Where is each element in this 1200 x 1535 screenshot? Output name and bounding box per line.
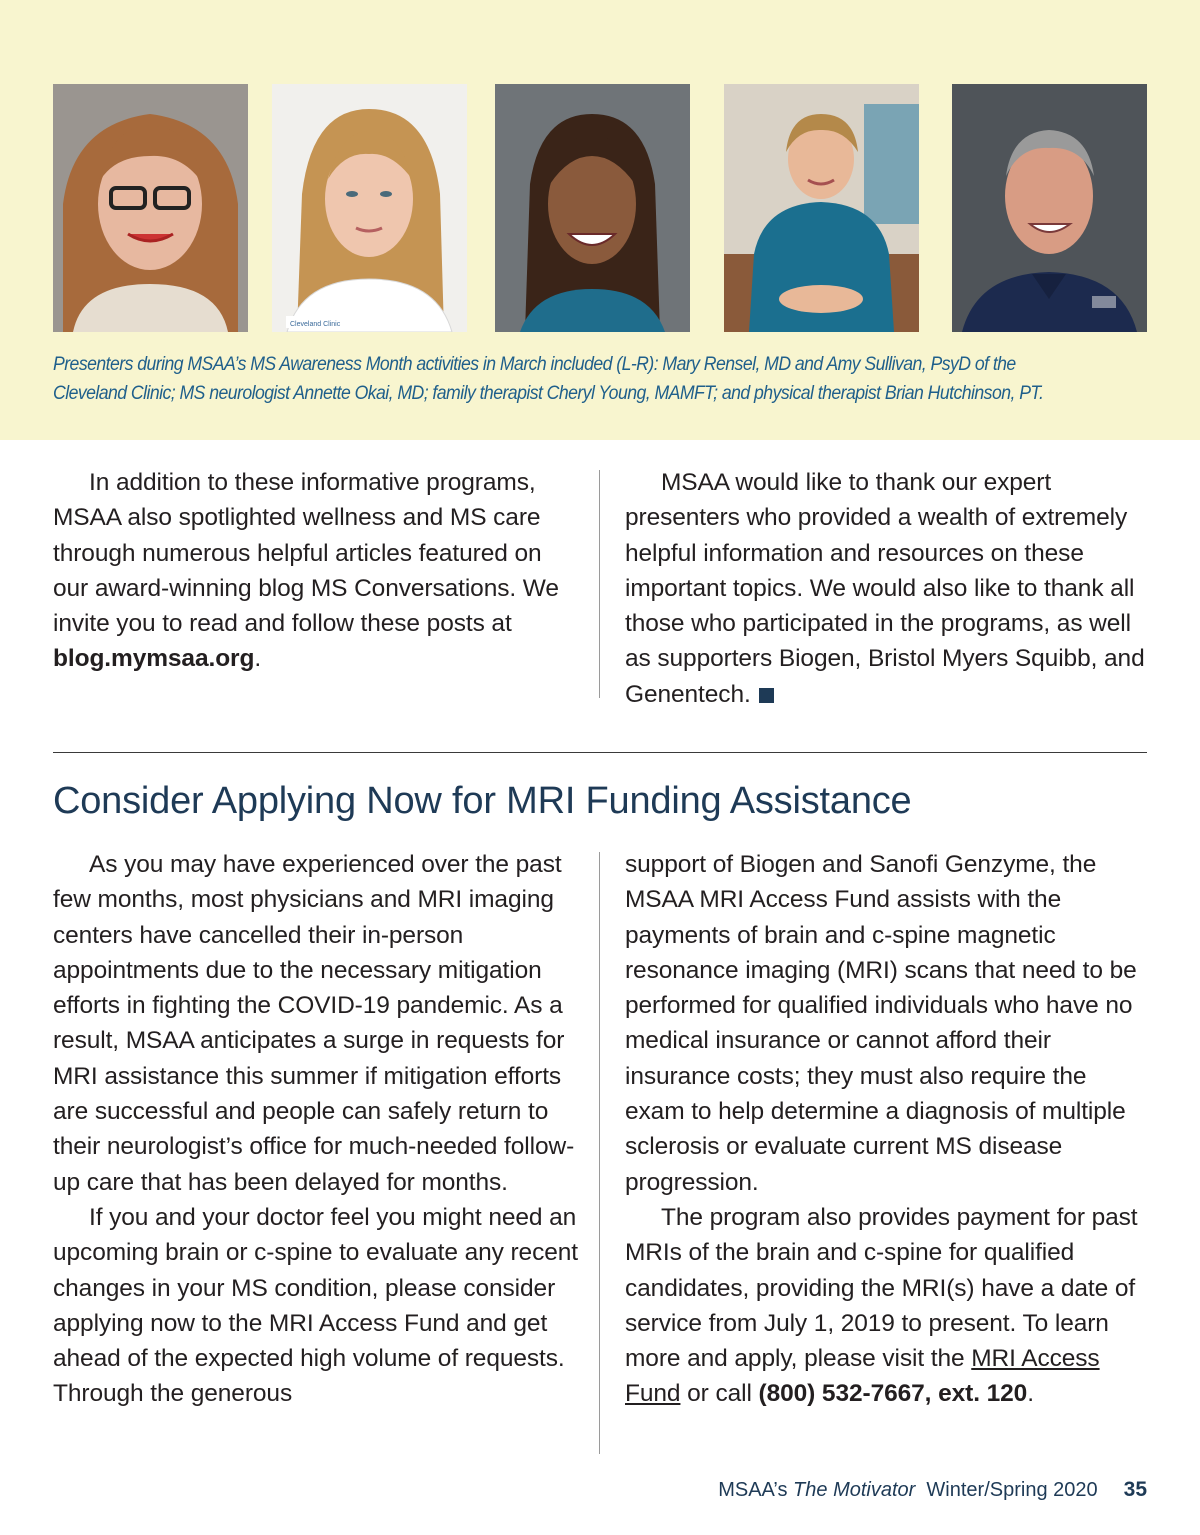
mri-p4-mid: or call bbox=[680, 1380, 759, 1408]
blog-paragraph bbox=[53, 465, 581, 677]
page-footer bbox=[718, 1478, 1147, 1502]
mri-left-column bbox=[53, 847, 583, 1412]
mri-p4-end: . bbox=[1027, 1380, 1034, 1408]
section-divider bbox=[53, 752, 1147, 753]
mri-paragraph-2: If you and your doctor feel you might need an upcoming brain or c-spine to evaluate any recent changes in your MS condition, please consider applying now to the MRI Access Fund and get ahead of the expected high volume of requests. Through the generous bbox=[53, 1203, 578, 1408]
blog-text: In addition to these informative programs, MSAA also spotlighted wellness and MS care through numerous helpful articles featured on our award-winning blog MS Conversations. We invite you to read and follow these posts at bbox=[53, 469, 559, 638]
footer-prefix: MSAA’s bbox=[718, 1479, 794, 1501]
mri-paragraph-3: support of Biogen and Sanofi Genzyme, the MSAA MRI Access Fund assists with the payments of brain and c-spine magnetic resonance imaging (MRI) scans that need to be performed for qualified individuals who have no medical insurance or cannot afford their insurance costs; they must also require the exam to help determine a diagnosis of multiple sclerosis or evaluate current MS disease progression. bbox=[625, 851, 1137, 1196]
magazine-title: The Motivator bbox=[793, 1479, 916, 1501]
mri-right-column bbox=[625, 847, 1147, 1412]
presenter-photo-1 bbox=[53, 84, 248, 332]
end-mark-icon bbox=[759, 688, 774, 703]
blog-link[interactable]: blog.mymsaa.org bbox=[53, 645, 255, 673]
mri-access-fund-link[interactable]: MRI Access Fund bbox=[625, 1345, 1100, 1408]
thanks-paragraph bbox=[625, 465, 1147, 712]
column-divider-bottom bbox=[599, 852, 600, 1454]
blog-column bbox=[53, 465, 581, 677]
mri-p4-text: The program also provides payment for past MRIs of the brain and c-spine for qualified candidates, providing the MRI(s) have a date of service from July 1, 2019 to present. To learn more and apply, please visit the bbox=[625, 1203, 1138, 1373]
cleveland-clinic-badge: Cleveland Clinic bbox=[290, 321, 341, 328]
phone-number: (800) 532-7667, ext. 120 bbox=[758, 1380, 1028, 1408]
column-divider-top bbox=[599, 470, 600, 698]
issue-label: Winter/Spring 2020 bbox=[915, 1479, 1098, 1501]
thanks-text: MSAA would like to thank our expert presenters who provided a wealth of extremely helpful information and resources on these important topics. We would also like to thank all those who participated in the programs, as well as supporters Biogen, Bristol Myers Squibb, and Genentech. bbox=[625, 469, 1145, 708]
section-headline: Consider Applying Now for MRI Funding Assistance bbox=[53, 780, 912, 822]
mri-paragraph-4 bbox=[625, 1200, 1147, 1412]
presenter-photo-2 bbox=[272, 84, 467, 332]
thanks-column bbox=[625, 465, 1147, 712]
page-number: 35 bbox=[1123, 1478, 1147, 1501]
presenter-photo-5 bbox=[952, 84, 1147, 332]
photo-caption: Presenters during MSAA’s MS Awareness Month activities in March included (L-R): Mary Rensel, MD and Amy Sullivan, PsyD of the Cleveland Clinic; MS neurologist Annette Okai, MD; family therapist Cheryl Young, MAMFT; and physical therapist Brian Hutchinson, PT. bbox=[53, 354, 1044, 404]
presenter-photo-3 bbox=[495, 84, 690, 332]
presenter-photo-4 bbox=[724, 84, 919, 332]
mri-paragraph-1: As you may have experienced over the past few months, most physicians and MRI imaging centers have cancelled their in-person appointments due to the necessary mitigation efforts in fighting the COVID-19 pandemic. As a result, MSAA anticipates a surge in requests for MRI assistance this summer if mitigation efforts are successful and people can safely return to their neurologist’s office for much-needed follow-up care that has been delayed for months. bbox=[53, 851, 575, 1196]
blog-end: . bbox=[254, 645, 262, 673]
